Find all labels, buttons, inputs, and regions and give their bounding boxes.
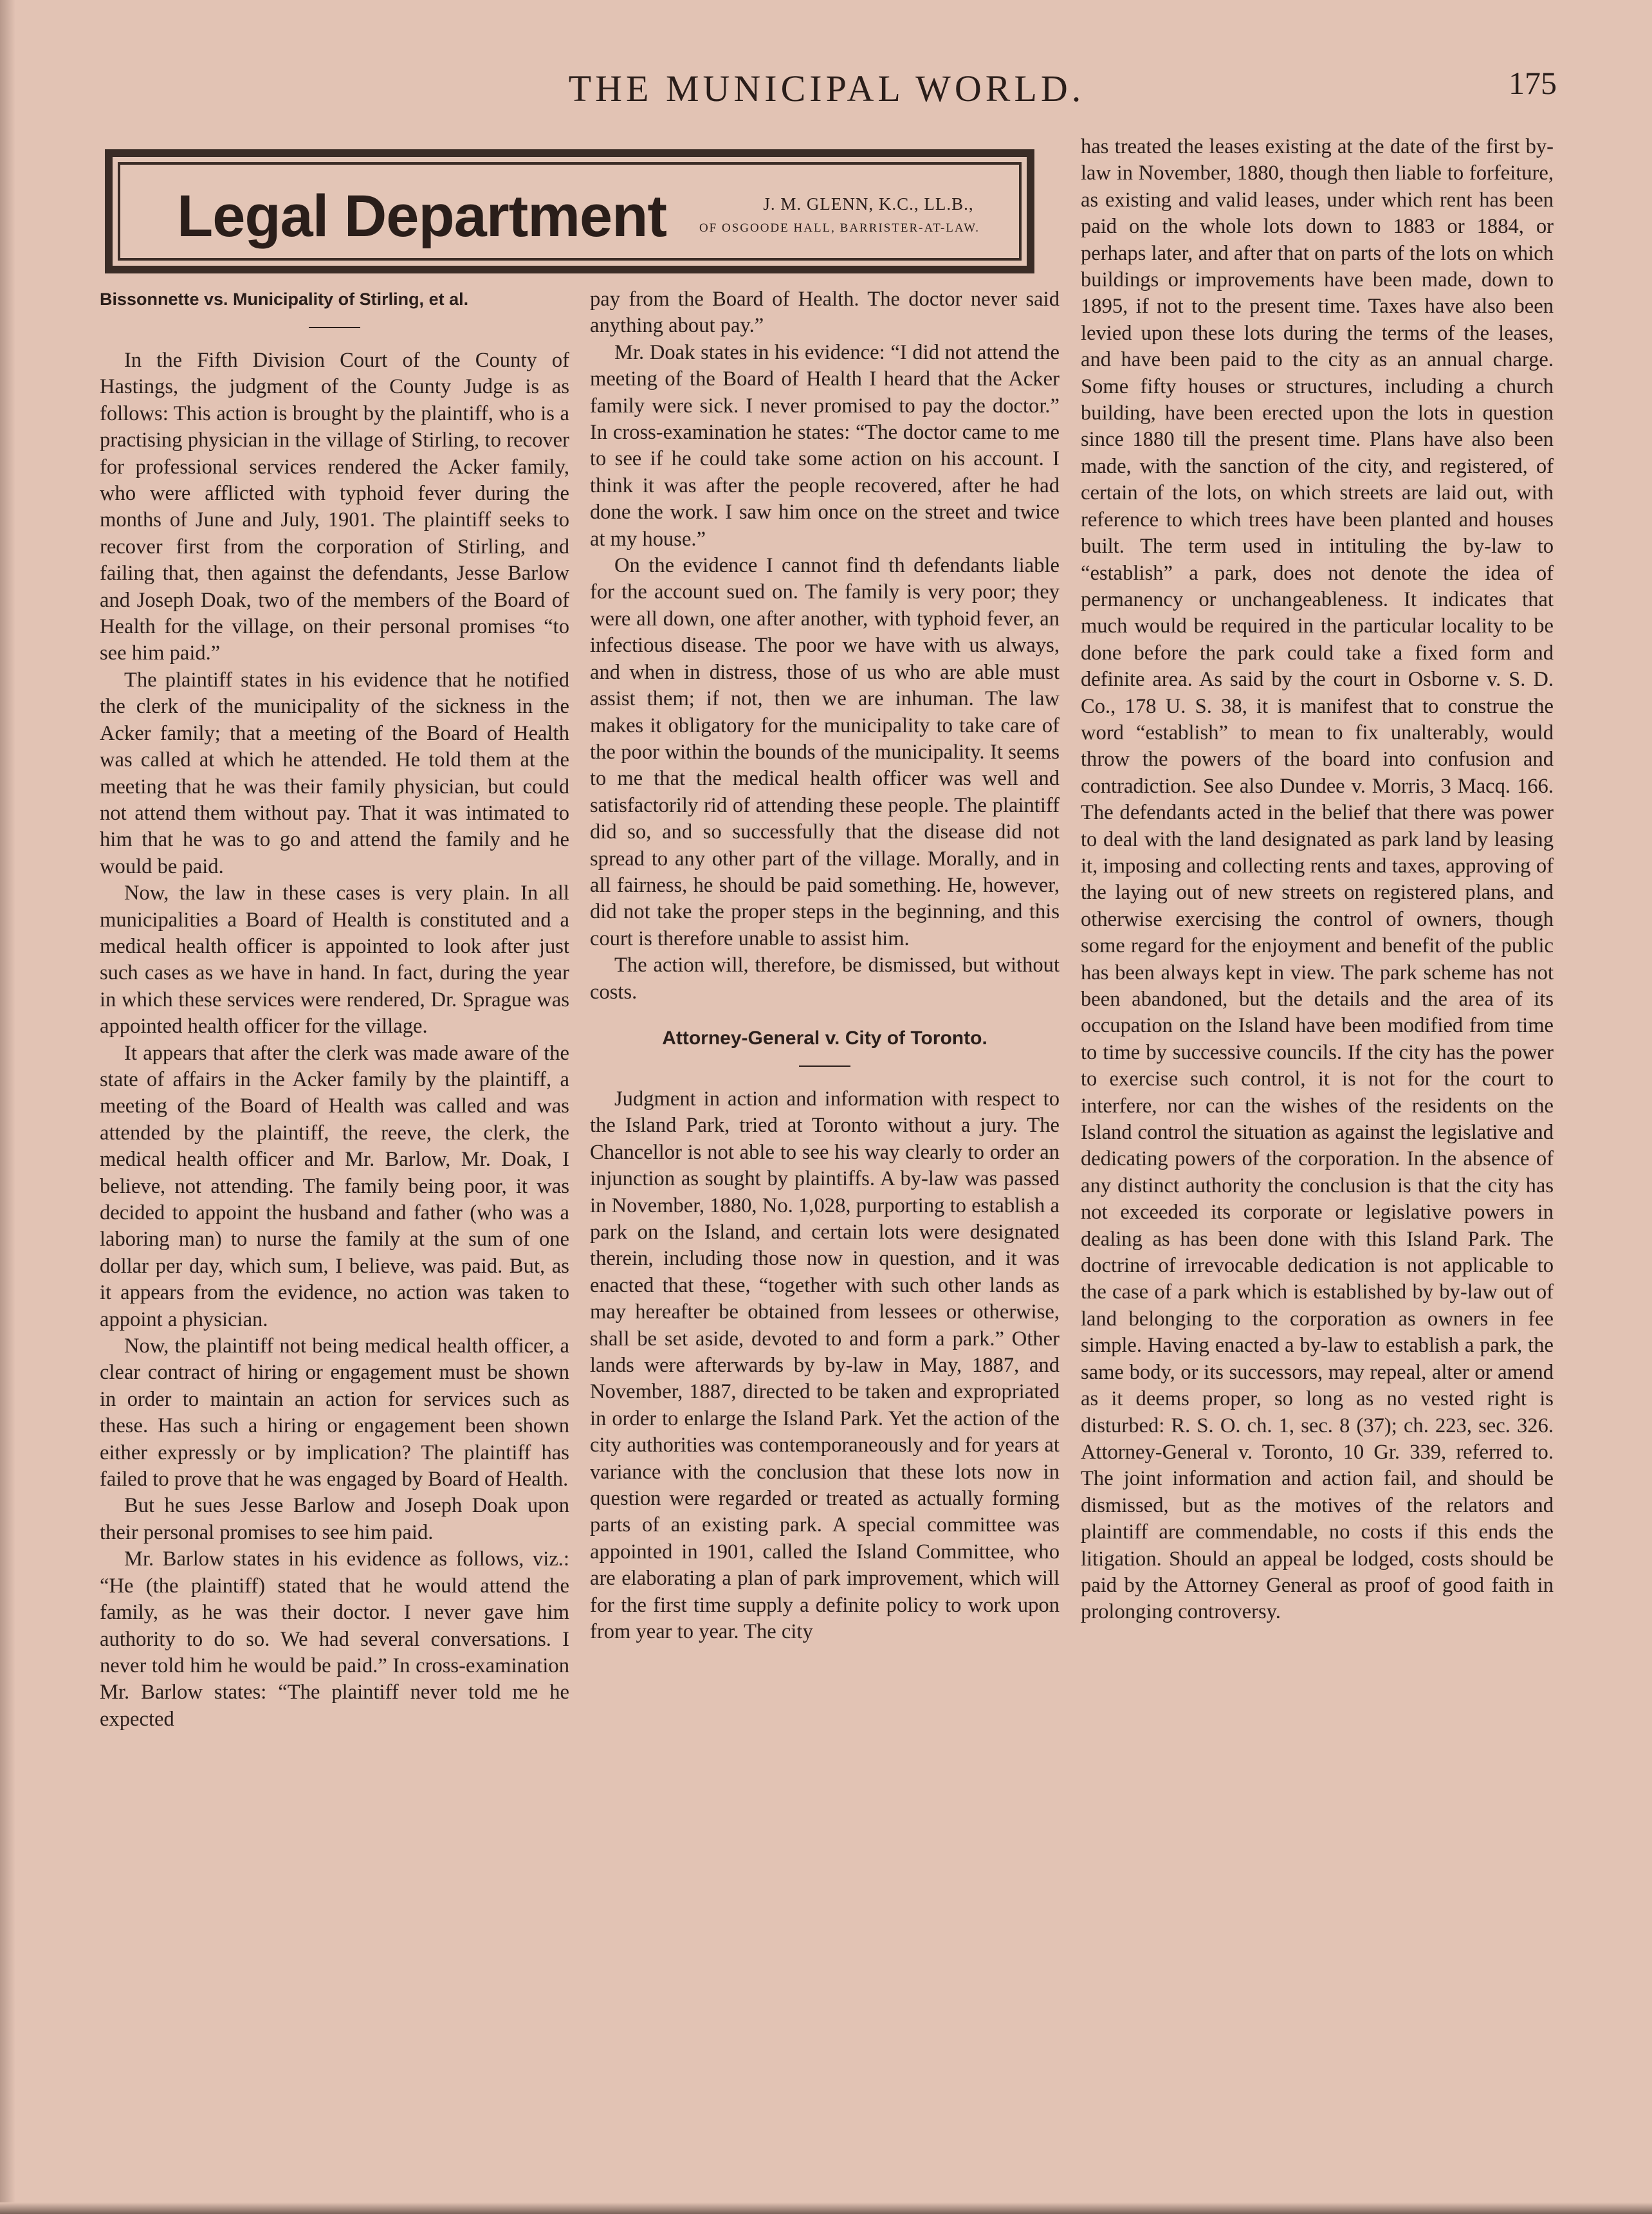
page-number: 175 <box>1509 65 1557 101</box>
paragraph: It appears that after the clerk was made aware of the state of affairs in the Acker family by the plaintiff, a meeting of the Board of Health was called and was attended by the plaintiff, the reeve, the clerk, the medical health officer and Mr. Barlow, Mr. Doak, I believe, not attending. The family being poor, it was decided to appoint the husband and father (who was a laboring man) to nurse the family at the sum of one dollar per day, which sum, I believe, was paid. But, as it appears from the evidence, no action was taken to appoint a physician. <box>100 1041 569 1331</box>
paragraph: has treated the leases existing at the date of the first by-law in November, 1880, though then liable to forfeiture, as existing and valid leases, under which rent has been paid on the whole lots down to 1883 or 1884, or perhaps later, and after that on parts of the lots on which buildings or improvements have been made, down to 1895, if not to the present time. Taxes have also been levied upon these lots during the terms of the leases, and have been paid to the city as an annual charge. Some fifty houses or structures, including a church building, have been erected upon the lots in question since 1880 till the present time. Plans have also been made, with the sanction of the city, and registered, of certain of the lots, on which streets are laid out, with reference to which trees have been planted and houses built. The term used in intituling the by-law to “establish” a park, does not denote the idea of permanency or unchangeableness. It indicates that much would be required in the particular locality to be done before the park could take a fixed form and definite area. As said by the court in Osborne v. S. D. Co., 178 U. S. 38, it is manifest that to construe the word “establish” to mean to fix unalterably, would throw the powers of the board into confusion and contradiction. See also Dundee v. Morris, 3 Macq. 166. The defendants acted in the belief that there was power to deal with the land designated as park land by leasing it, imposing and collecting rents and taxes, approving of the laying out of new streets on registered plans, and otherwise exercising the control of owners, though some regard for the enjoyment and benefit of the public has been always kept in view. The park scheme has not been abandoned, but the details and the area of its occupation on the Island have been modified from time to time by successive councils. If the city has the power to exercise such control, it is not for the court to interfere, nor can the wishes of the residents on the Island control the situation as against the legislative and dedicating powers of the corporation. In the absence of any distinct authority the conclusion is that the city has not exceeded its corporate or legislative powers in dealing as has been done with this Island Park. The doctrine of irrevocable dedication is not applicable to the case of a park which is established by by-law out of land belonging to the corporation as owners in fee simple. Having enacted a by-law to establish a park, the same body, or its successors, may repeal, alter or amend as it deems proper, so long as no vested right is disturbed: R. S. O. ch. 1, sec. 8 (37); ch. 223, sec. 326. Attorney-General v. Toronto, 10 Gr. 339, referred to. The joint information and action fail, and should be dismissed, but as the motives of the relators and plaintiff are commendable, no costs if this ends the litigation. Should an appeal be lodged, costs should be paid by the Attorney General as proof of good faith in prolonging controversy. <box>1081 135 1554 1624</box>
paragraph: The action will, therefore, be dismissed, but without costs. <box>590 954 1060 1004</box>
column-1 <box>100 286 569 1733</box>
case-title-attorney-general: Attorney-General v. City of Toronto. <box>662 1027 987 1049</box>
column-2 <box>590 286 1060 1646</box>
banner-title: Legal Department <box>177 183 667 249</box>
column-3 <box>1081 134 1554 1626</box>
section-rule <box>799 1065 850 1067</box>
paragraph: On the evidence I cannot find th defendants liable for the account sued on. The family is very poor; they were all down, one after another, with typhoid fever, an infectious disease. The poor we have with us always, and when in distress, those of us who are able must assist them; if not, then we are inhuman. The law makes it obligatory for the municipality to take care of the poor within the bounds of the municipality. It seems to me that the medical health officer was well and satisfactorily rid of attending these people. The plaintiff did so, and so successfully that the disease did not spread to any other part of the village. Morally, and in all fairness, he should be paid something. He, however, did not take the proper steps in the beginning, and this court is therefore unable to assist him. <box>590 554 1060 950</box>
section-gap <box>590 1006 1060 1025</box>
running-title: THE MUNICIPAL WORLD. <box>568 68 1085 109</box>
paragraph: But he sues Jesse Barlow and Joseph Doak upon their personal promises to see him paid. <box>100 1494 569 1544</box>
paragraph: pay from the Board of Health. The doctor never said anything about pay.” <box>590 288 1060 338</box>
paragraph: Now, the plaintiff not being medical health officer, a clear contract of hiring or engagement must be shown in order to maintain an action for services such as these. Has such a hiring or engagement been shown either expressly or by implication? The plaintiff has failed to prove that he was engaged by Board of Health. <box>100 1334 569 1491</box>
paragraph: Mr. Barlow states in his evidence as follows, viz.: “He (the plaintiff) stated that he would attend the family, as he was their doctor. I never gave him authority to do so. We had several conversations. I never told him he would be paid.” In cross-examination Mr. Barlow states: “The plaintiff never told me he expected <box>100 1547 569 1731</box>
page-gutter-shadow <box>0 0 15 2214</box>
paragraph: In the Fifth Division Court of the County of Hastings, the judgment of the County Judge is as follows: This action is brought by the plaintiff, who is a practising physician in the village of Stirling, to recover for professional services rendered the Acker family, who were afflicted with typhoid fever during the months of June and July, 1901. The plaintiff seeks to recover first from the corporation of Stirling, and failing that, then against the defendants, Jesse Barlow and Joseph Doak, two of the members of the Board of Health for the village, on their personal promises “to see him paid.” <box>100 349 569 665</box>
legal-department-banner <box>105 149 1034 273</box>
paragraph: Judgment in action and information with respect to the Island Park, tried at Toronto without a jury. The Chancellor is not able to see his way clearly to order an injunction as sought by plaintiffs. A by-law was passed in November, 1880, No. 1,028, purporting to establish a park on the Island, and certain lots were designated therein, including those now in question, and it was enacted that these, “together with such other lands as may hereafter be obtained from lessees or otherwise, shall be set aside, devoted to and form a park.” Other lands were afterwards by by-law in May, 1887, and November, 1887, directed to be taken and expropriated in order to enlarge the Island Park. Yet the action of the city authorities was contemporaneously and for years at variance with the conclusion that these lots now in question were regarded or treated as actually forming parts of an existing park. A special committee was appointed in 1901, called the Island Committee, who are elaborating a plan of park improvement, which will for the first time supply a definite policy to work upon from year to year. The city <box>590 1087 1060 1644</box>
banner-affiliation: OF OSGOODE HALL, BARRISTER-AT-LAW. <box>699 221 980 235</box>
paragraph: Mr. Doak states in his evidence: “I did not attend the meeting of the Board of Health I heard that the Acker family were sick. I never promised to pay the doctor.” In cross-examination he states: “The doctor came to me to see if he could take some action on his account. I think it was after the people recovered, after he had done the work. I saw him once on the street and twice at my house.” <box>590 340 1060 551</box>
page-bottom-edge <box>0 2202 1652 2214</box>
paragraph: Now, the law in these cases is very plain. In all municipalities a Board of Health is constituted and a medical health officer is appointed to look after just such cases as we have in hand. In fact, during the year in which these services were rendered, Dr. Sprague was appointed health officer for the village. <box>100 881 569 1038</box>
section-rule <box>309 327 360 328</box>
case-title-bissonnette: Bissonnette vs. Municipality of Stirling, et al. <box>100 290 469 309</box>
banner-author: J. M. GLENN, K.C., LL.B., <box>763 194 974 214</box>
paragraph: The plaintiff states in his evidence that he notified the clerk of the municipality of the sickness in the Acker family; that a meeting of the Board of Health was called at which he attended. He told them at the meeting that he was their family physician, but could not attend them without pay. That it was intimated to him that he was to go and attend the family and he would be paid. <box>100 668 569 878</box>
